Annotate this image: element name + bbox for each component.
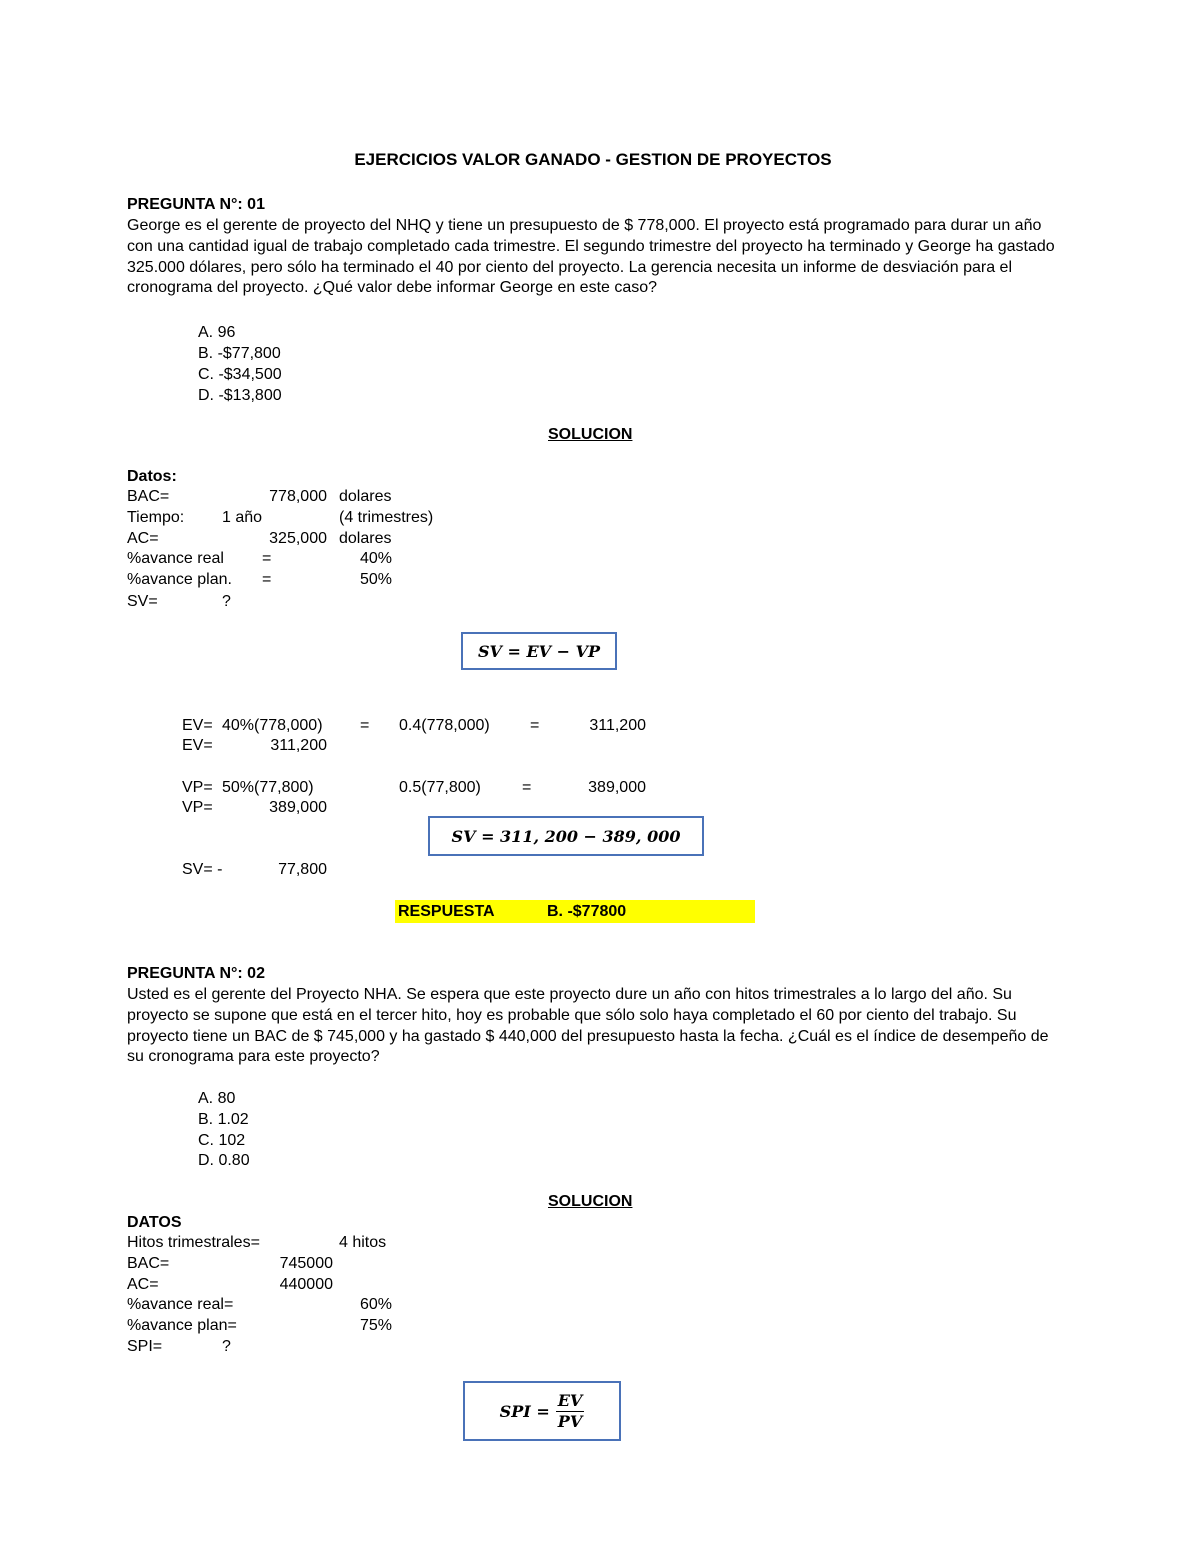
q1-ac-label: AC= [127, 530, 159, 547]
q1-ev1-result: 311,200 [589, 717, 646, 734]
q1-heading: PREGUNTA N°: 01 [127, 196, 265, 213]
q1-vp1-expr: 50%(77,800) [222, 779, 314, 796]
q1-formula: SV = EV − VP [477, 641, 601, 661]
q1-solucion-heading: SOLUCION [548, 426, 633, 443]
q2-plan-label: %avance plan= [127, 1317, 237, 1334]
q2-option-c: C. 102 [198, 1132, 246, 1149]
q2-bac-label: BAC= [127, 1255, 170, 1272]
q2-spi-label: SPI= [127, 1338, 163, 1355]
respuesta-value: B. -$77800 [547, 903, 627, 920]
q1-ev1-expr2: 0.4(778,000) [399, 717, 490, 734]
q1-ev2-value: 311,200 [270, 737, 327, 754]
q1-bac-unit: dolares [339, 488, 392, 505]
q1-option-b: B. -$77,800 [198, 345, 281, 362]
q1-tiempo-note: (4 trimestres) [339, 509, 434, 526]
q1-vp2-label: VP= [182, 799, 213, 816]
q1-sv-result-label: SV= - [182, 861, 223, 878]
q2-formula-den: PV [557, 1411, 583, 1431]
q2-option-b: B. 1.02 [198, 1111, 249, 1128]
q2-bac-value: 745000 [279, 1255, 333, 1272]
q1-plan-label: %avance plan. [127, 571, 232, 588]
q1-real-label: %avance real [127, 550, 224, 567]
q1-vp1-label: VP= [182, 779, 213, 796]
q1-vp1-expr2: 0.5(77,800) [399, 779, 481, 796]
q2-real-value: 60% [359, 1296, 392, 1313]
q1-vp2-value: 389,000 [269, 799, 327, 816]
q2-formula-fraction [556, 1391, 585, 1432]
q1-formula-box [461, 632, 617, 670]
q2-spi-value: ? [222, 1338, 231, 1355]
q2-real-label: %avance real= [127, 1296, 234, 1313]
q1-ev2-label: EV= [182, 737, 213, 754]
q2-text: Usted es el gerente del Proyecto NHA. Se espera que este proyecto dure un año con hitos trimestrales a lo largo del año. Su proyecto se supone que está en el tercer hito, hoy es probable que sólo solo haya completado el 60 por ciento del trabajo. Su proyecto tiene un BAC de $ 745,000 y ha gastado $ 440,000 del presupuesto hasta la fecha. ¿Cuál es el índice de desempeño de su cronograma para este proyecto? [127, 986, 1049, 1066]
q1-option-a: A. 96 [198, 324, 236, 341]
q1-text: George es el gerente de proyecto del NHQ y tiene un presupuesto de $ 778,000. El proyecto está programado para durar un año con una cantidad igual de trabajo completado cada trimestre. El segundo trimestre del proyecto ha terminado y George ha gastado 325.000 dólares, pero sólo ha terminado el 40 por ciento del proyecto. La gerencia necesita un informe de desviación para el cronograma del proyecto. ¿Qué valor debe informar George en este caso? [127, 217, 1055, 297]
q1-option-c: C. -$34,500 [198, 366, 282, 383]
q2-hitos-label: Hitos trimestrales= [127, 1234, 260, 1251]
q1-formula2: SV = 311, 200 − 389, 000 [451, 826, 681, 846]
q1-real-eq: = [262, 550, 272, 567]
q2-ac-value: 440000 [279, 1276, 333, 1293]
q1-plan-eq: = [262, 571, 272, 588]
q1-bac-label: BAC= [127, 488, 170, 505]
q2-solucion-heading: SOLUCION [548, 1193, 633, 1210]
q1-tiempo-label: Tiempo: [127, 509, 185, 526]
q2-ac-label: AC= [127, 1276, 159, 1293]
q1-vp1-result: 389,000 [588, 779, 646, 796]
q1-sv-value: ? [222, 593, 231, 610]
q1-ac-unit: dolares [339, 530, 392, 547]
q1-ac-value: 325,000 [269, 530, 327, 547]
q2-datos-label: DATOS [127, 1214, 182, 1231]
q2-option-a: A. 80 [198, 1090, 236, 1107]
q1-ev1-eq: = [360, 717, 370, 734]
q2-hitos-value: 4 hitos [339, 1234, 387, 1251]
q2-formula-box [463, 1381, 621, 1441]
q1-real-value: 40% [359, 550, 392, 567]
q1-plan-value: 50% [359, 571, 392, 588]
q1-datos-label: Datos: [127, 468, 177, 485]
q1-ev1-label: EV= [182, 717, 213, 734]
q1-formula2-box [428, 816, 704, 856]
q1-sv-result-value: 77,800 [278, 861, 327, 878]
q1-ev1-expr: 40%(778,000) [222, 717, 323, 734]
q1-tiempo-value: 1 año [222, 509, 263, 526]
q1-vp1-eq2: = [522, 779, 532, 796]
q1-sv-label: SV= [127, 593, 158, 610]
q1-option-d: D. -$13,800 [198, 387, 282, 404]
q2-formula-num: EV [557, 1390, 583, 1410]
respuesta-label: RESPUESTA [398, 903, 495, 920]
q2-plan-value: 75% [359, 1317, 392, 1334]
q1-ev1-eq2: = [530, 717, 540, 734]
q1-bac-value: 778,000 [269, 488, 327, 505]
q2-formula-lhs: SPI = [499, 1401, 550, 1421]
page-title: EJERCICIOS VALOR GANADO - GESTION DE PROYECTOS [354, 150, 832, 169]
q2-heading: PREGUNTA N°: 02 [127, 965, 265, 982]
q2-option-d: D. 0.80 [198, 1152, 250, 1169]
